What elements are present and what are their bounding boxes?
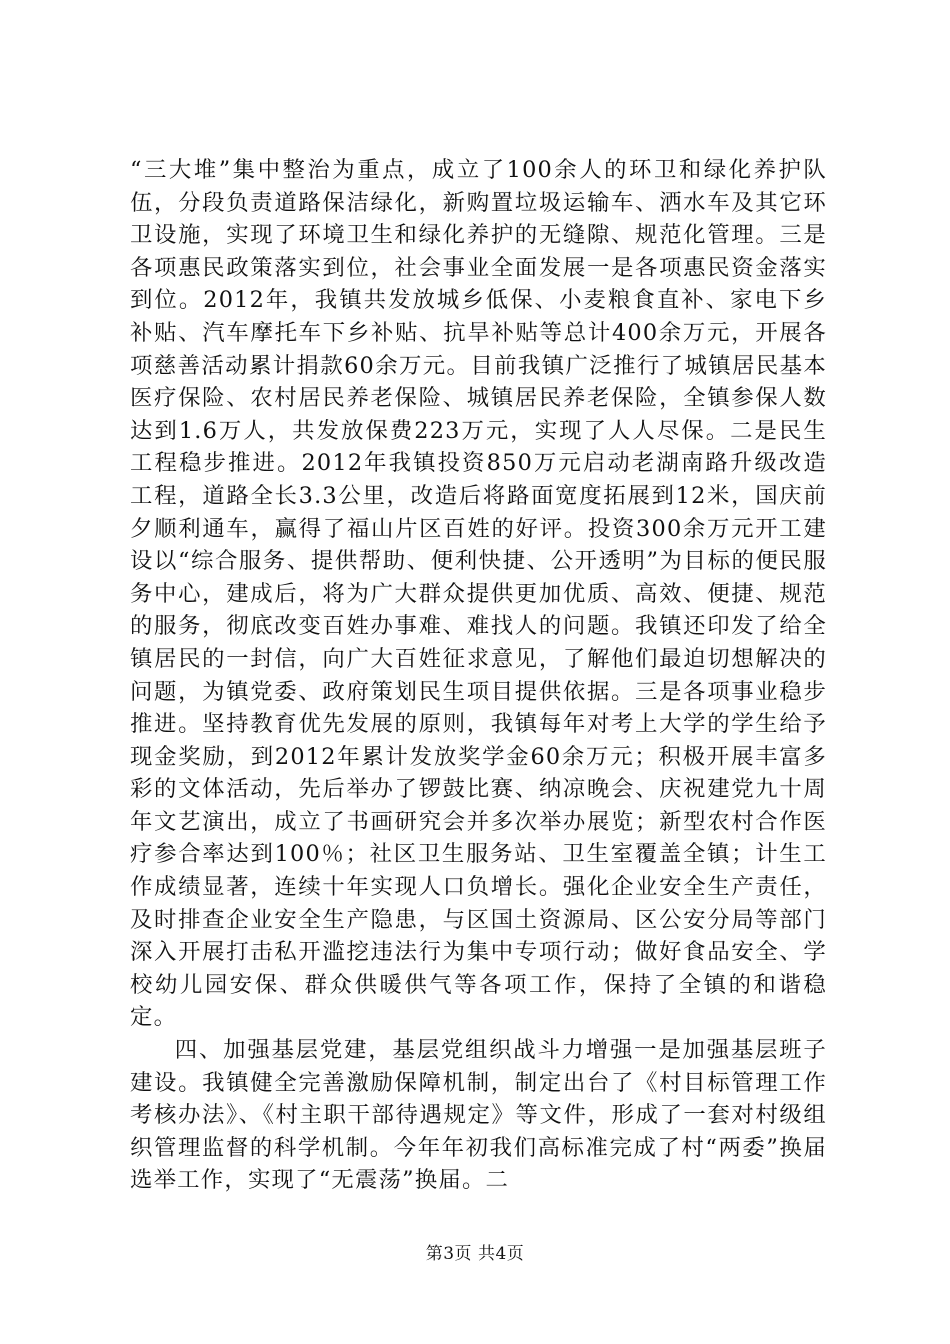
paragraph-2: 四、加强基层党建，基层党组织战斗力增强一是加强基层班子建设。我镇健全完善激励保障机制，制定出台了《村目标管理工作考核办法》、《村主职干部待遇规定》等文件，形成了一套对村级组织管理监督的科学机制。今年年初我们高标准完成了村“两委”换届选举工作，实现了“无震荡”换届。二 (130, 1037, 827, 1194)
document-body (130, 154, 827, 1197)
paragraph-1: “三大堆”集中整治为重点，成立了100余人的环卫和绿化养护队伍，分段负责道路保洁绿化，新购置垃圾运输车、洒水车及其它环卫设施，实现了环境卫生和绿化养护的无缝隙、规范化管理。三是各项惠民政策落实到位，社会事业全面发展一是各项惠民资金落实到位。2012年，我镇共发放城乡低保、小麦粮食直补、家电下乡补贴、汽车摩托车下乡补贴、抗旱补贴等总计400余万元，开展各项慈善活动累计捐款60余万元。目前我镇广泛推行了城镇居民基本医疗保险、农村居民养老保险、城镇居民养老保险，全镇参保人数达到1.6万人，共发放保费223万元，实现了人人尽保。二是民生工程稳步推进。2012年我镇投资850万元启动老湖南路升级改造工程，道路全长3.3公里，改造后将路面宽度拓展到12米，国庆前夕顺利通车，赢得了福山片区百姓的好评。投资300余万元开工建设以“综合服务、提供帮助、便利快捷、公开透明”为目标的便民服务中心，建成后，将为广大群众提供更加优质、高效、便捷、规范的服务，彻底改变百姓办事难、难找人的问题。我镇还印发了给全镇居民的一封信，向广大百姓征求意见，了解他们最迫切想解决的问题，为镇党委、政府策划民生项目提供依据。三是各项事业稳步推进。坚持教育优先发展的原则，我镇每年对考上大学的学生给予现金奖励，到2012年累计发放奖学金60余万元；积极开展丰富多彩的文体活动，先后举办了锣鼓比赛、纳凉晚会、庆祝建党九十周年文艺演出，成立了书画研究会并多次举办展览；新型农村合作医疗参合率达到100％；社区卫生服务站、卫生室覆盖全镇；计生工作成绩显著，连续十年实现人口负增长。强化企业安全生产责任，及时排查企业安全生产隐患，与区国土资源局、区公安分局等部门深入开展打击私开滥挖违法行为集中专项行动；做好食品安全、学校幼儿园安保、群众供暖供气等各项工作，保持了全镇的和谐稳定。 (130, 157, 827, 1031)
page-number-footer: 第3页 共4页 (425, 1244, 525, 1264)
